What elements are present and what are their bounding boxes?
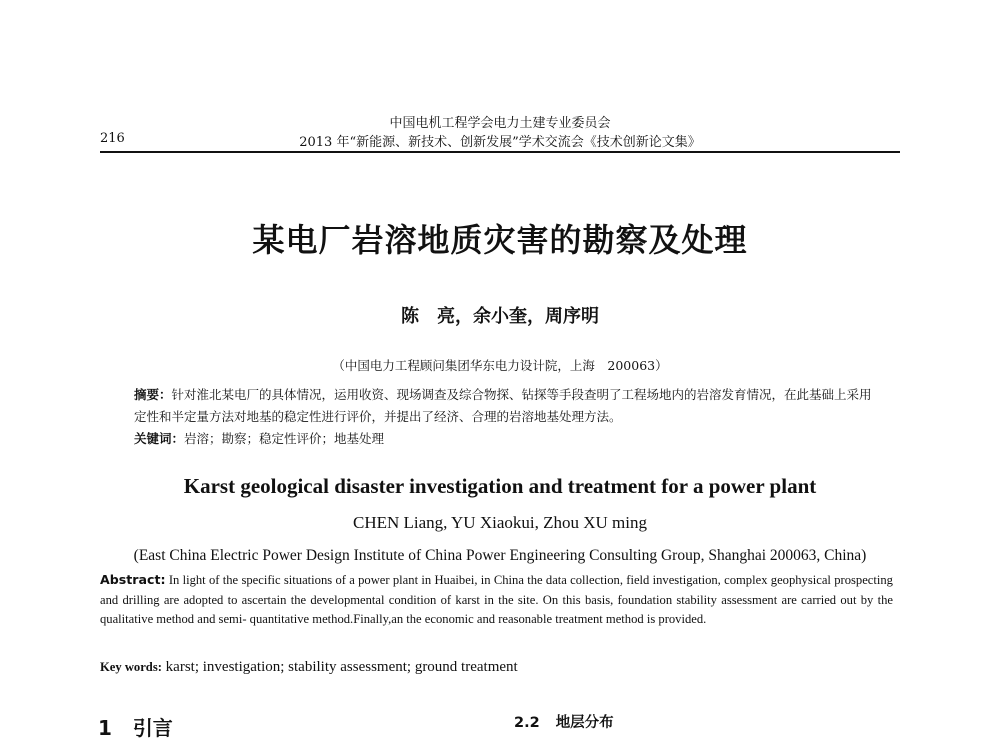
authors-en: CHEN Liang, YU Xiaokui, Zhou XU ming <box>352 513 647 532</box>
section-22-title: 地层分布 <box>555 715 614 731</box>
abstract-cn-label: 摘要： <box>134 387 172 402</box>
keywords-en-label: Key words: <box>100 660 162 674</box>
authors-cn: 陈 亮，余小奎，周序明 <box>401 306 599 327</box>
section-heading-intro <box>98 712 173 741</box>
keywords-en-text: karst; investigation; stability assessment; ground treatment <box>165 659 518 675</box>
header-rule <box>100 151 900 153</box>
keywords-cn-text: 岩溶；勘察；稳定性评价；地基处理 <box>184 431 385 446</box>
abstract-en <box>100 570 893 630</box>
keywords-cn-label: 关键词： <box>134 431 185 446</box>
abstract-en-label: Abstract: <box>100 572 166 587</box>
section-22-number: 2.2 <box>514 715 540 731</box>
section-heading-2-2 <box>514 711 630 732</box>
running-header-conference: 2013 年“新能源、新技术、创新发展”学术交流会《技术创新论文集》 <box>299 135 701 150</box>
page-number: 216 <box>100 131 125 146</box>
keywords-en <box>100 659 893 676</box>
keywords-cn <box>134 428 874 450</box>
paper-title-cn: 某电厂岩溶地质灾害的勘察及处理 <box>252 221 748 259</box>
affiliation-en: (East China Electric Power Design Institute of China Power Engineering Consulting Group, Shanghai 200063, China) <box>133 547 867 564</box>
abstract-en-text: In light of the specific situations of a power plant in Huaibei, in China the data collection, field investigation, complex geophysical prospecting and drilling are adopted to ascertain the developmental condition of karst in the site. On this basis, foundation stability assessment are carried out by the qualitative method and semi- quantitative method.Finally,an the economic and reasonable treatment method is provided. <box>100 573 893 626</box>
section-intro-title: 引言 <box>132 716 173 740</box>
paper-title-en: Karst geological disaster investigation and treatment for a power plant <box>183 474 817 498</box>
running-header-organization: 中国电机工程学会电力土建专业委员会 <box>389 116 611 131</box>
section-intro-number: 1 <box>98 716 112 740</box>
affiliation-cn: （中国电力工程顾问集团华东电力设计院，上海 200063） <box>332 358 668 373</box>
abstract-cn <box>134 384 874 428</box>
abstract-cn-text: 针对淮北某电厂的具体情况，运用收资、现场调查及综合物探、钻探等手段查明了工程场地内的岩溶发育情况，在此基础上采用定性和半定量方法对地基的稳定性进行评价，并提出了经济、合理的岩溶地基处理方法。 <box>134 387 872 424</box>
